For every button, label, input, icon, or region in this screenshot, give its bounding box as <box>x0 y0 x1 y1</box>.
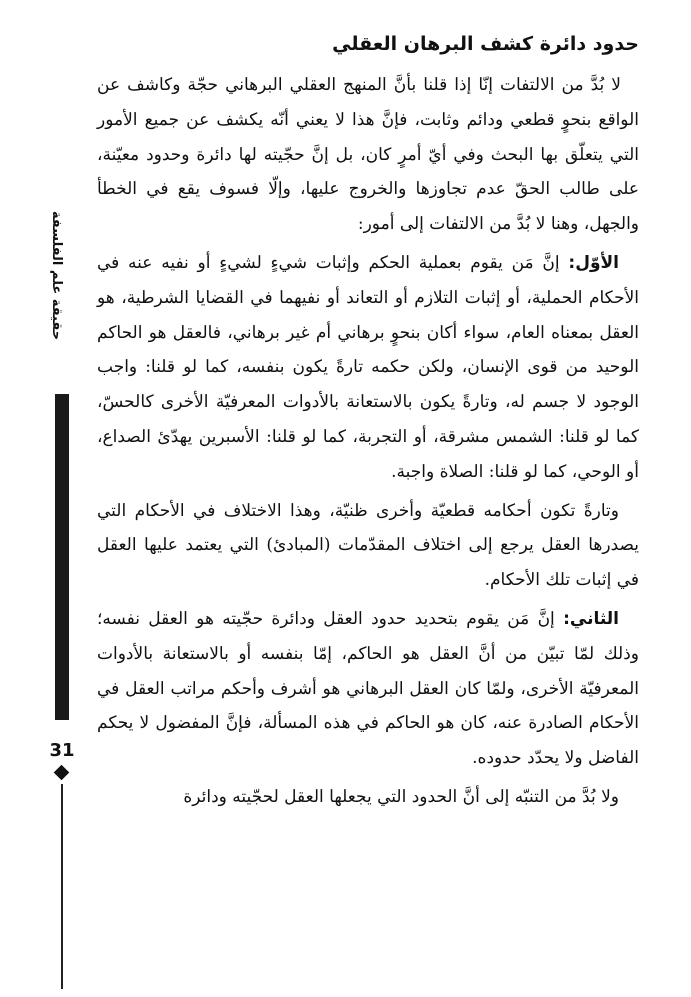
page-body <box>97 68 639 819</box>
page-number: 31 <box>49 740 75 761</box>
paragraph-intro <box>97 68 639 242</box>
paragraph-text: ولا بُدَّ من التنبّه إلى أنَّ الحدود التي يجعلها العقل لحجّيته ودائرة <box>183 786 619 807</box>
paragraph-text: لا بُدَّ من الالتفات إنّا إذا قلنا بأنَّ المنهج العقلي البرهاني حجّة وكاشف عن الواقع بنحوٍ قطعي ودائم وثابت، فإنَّ هذا لا يعني أنّه يكشف عن جميع الأمور التي يتعلّق بها البحث وفي أيّ أمرٍ كان، بل إنَّ حجّيته لها دائرة وحدود معيّنة، على طالب الحقّ عدم تجاوزها والخروج عليها، وإلّا فسوف يقع في الخطأ والجهل، وهنا لا بُدَّ من الالتفات إلى أمور: <box>97 75 639 235</box>
paragraph-certainty <box>97 494 639 598</box>
point-label-first: الأوّل: <box>568 252 619 273</box>
paragraph-text: إنَّ مَن يقوم بعملية الحكم وإثبات شيءٍ لشيءٍ أو نفيه عنه في الأحكام الحملية، أو إثبات التلازم أو التعاند أو نفيهما في القضايا الشرطية، هو العقل بمعناه العام، سواء أكان بنحوٍ برهاني أم غير برهاني، فالعقل هو الحاكم الوحيد من قوى الإنسان، ولكن حكمه تارةً يكون بنفسه، كما لو قلنا: واجب الوجود لا جسم له، وتارةً يكون بالاستعانة بالأدوات المعرفيّة الأخرى كالحسّ، كما لو قلنا: الشمس مشرقة، أو التجربة، كما لو قلنا: الأسبرين يهدّئ الصداع، أو الوحي، كما لو قلنا: الصلاة واجبة. <box>97 252 639 482</box>
paragraph-text: إنَّ مَن يقوم بتحديد حدود العقل ودائرة حجّيته هو العقل نفسه؛ وذلك لمّا تبيّن من أنَّ العقل هو الحاكم، إمّا بنفسه أو بالاستعانة بالأدوات المعرفيّة الأخرى، ولمّا كان العقل البرهاني هو أشرف وأحكم مراتب العقل في الأحكام الصادرة عنه، كان هو الحاكم في هذه المسألة، فإنَّ المفضول لا يحكم الفاضل ولا يحدّد حدوده. <box>97 608 639 769</box>
paragraph-second-point <box>97 602 639 776</box>
sidebar-black-bar <box>55 394 69 720</box>
point-label-second: الثاني: <box>563 608 619 629</box>
diamond-ornament-icon <box>54 765 70 781</box>
running-header-title: حدود دائرة كشف البرهان العقلي <box>332 33 639 55</box>
paragraph-first-point <box>97 246 639 490</box>
sidebar-book-title <box>22 208 92 343</box>
sidebar-divider-line <box>61 784 63 989</box>
paragraph-text: وتارةً تكون أحكامه قطعيّة وأخرى ظنيّة، وهذا الاختلاف في الأحكام التي يصدرها العقل يرجع إلى اختلاف المقدّمات (المبادئ) التي يعتمد عليها العقل في إثبات تلك الأحكام. <box>97 500 639 591</box>
book-title-text: حقيقة علم الفلسفة <box>49 210 65 341</box>
paragraph-closing <box>97 780 639 815</box>
